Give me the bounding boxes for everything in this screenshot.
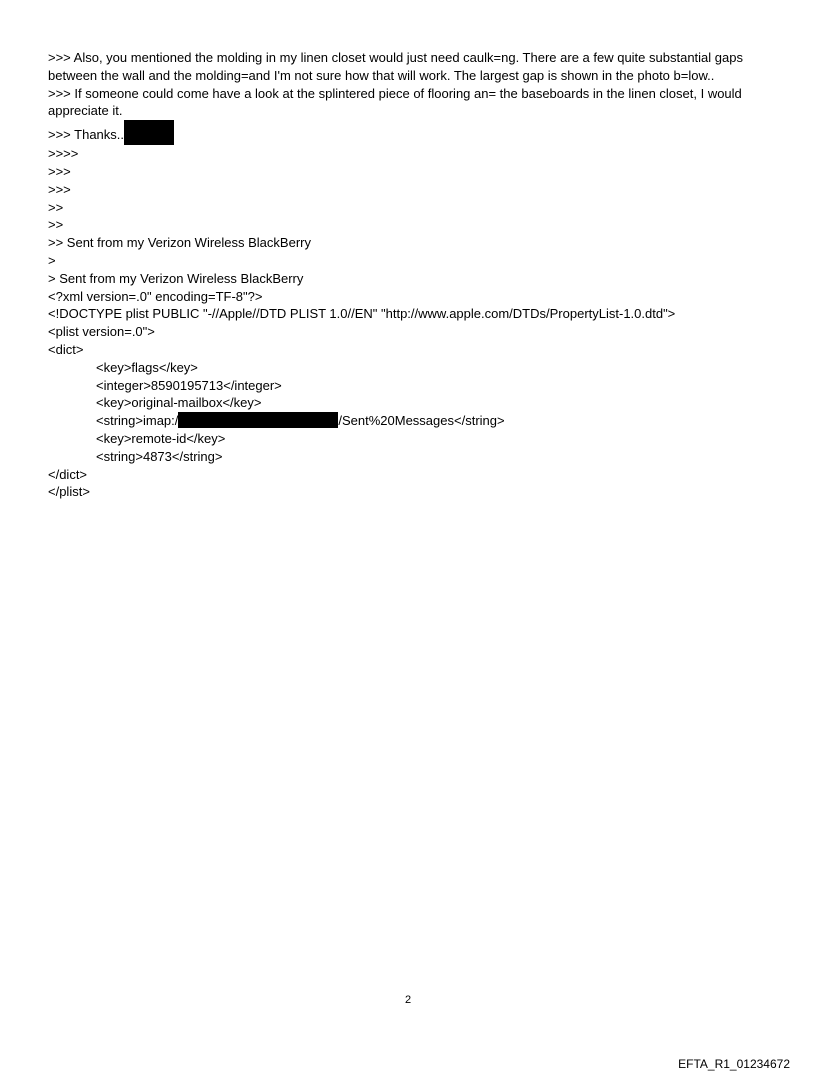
plist-open-tag: <plist version=.0"> bbox=[48, 324, 155, 340]
email-paragraph-flooring: >>> If someone could come have a look at the splintered piece of flooring an= the baseboards in the linen closet, I would appreciate it. bbox=[48, 85, 742, 119]
plist-string-remote-id: <string>4873</string> bbox=[96, 448, 223, 464]
signature-line: > Sent from my Verizon Wireless BlackBerry bbox=[48, 270, 304, 286]
quote-line: >>>> bbox=[48, 146, 79, 162]
quote-line: >> bbox=[48, 217, 64, 233]
quote-line: >>> bbox=[48, 181, 71, 197]
email-paragraph-molding: >>> Also, you mentioned the molding in my linen closet would just need caulk=ng. There are a few quite substantial gaps between the wall and the molding=and I'm not sure how that will work. The largest gap is shown in the photo b=low.. bbox=[48, 50, 743, 83]
quote-line: >> bbox=[48, 199, 64, 215]
mailbox-prefix: <string>imap:/ bbox=[96, 413, 179, 429]
dict-open-tag: <dict> bbox=[48, 341, 84, 357]
plist-integer: <integer>8590195713</integer> bbox=[96, 377, 282, 393]
thanks-text: >>> Thanks.. bbox=[48, 127, 125, 143]
plist-key-mailbox: <key>original-mailbox</key> bbox=[96, 395, 262, 411]
email-thanks-line bbox=[48, 120, 778, 145]
bates-number: EFTA_R1_01234672 bbox=[678, 1057, 790, 1071]
xml-declaration: <?xml version=.0" encoding=TF-8"?> bbox=[48, 288, 263, 304]
document-body bbox=[48, 49, 778, 501]
plist-close-tag: </plist> bbox=[48, 484, 90, 500]
signature-line: >> Sent from my Verizon Wireless BlackBerry bbox=[48, 235, 311, 251]
doctype-line: <!DOCTYPE plist PUBLIC "-//Apple//DTD PLIST 1.0//EN" "http://www.apple.com/DTDs/PropertyList-1.0.dtd"> bbox=[48, 306, 676, 322]
plist-string-mailbox bbox=[48, 412, 778, 430]
plist-key-remote-id: <key>remote-id</key> bbox=[96, 430, 226, 446]
quote-line: >>> bbox=[48, 163, 71, 179]
redaction-block bbox=[124, 120, 174, 145]
redaction-block bbox=[178, 412, 338, 428]
plist-key-flags: <key>flags</key> bbox=[96, 359, 198, 375]
dict-close-tag: </dict> bbox=[48, 466, 88, 482]
page-number: 2 bbox=[404, 994, 412, 1006]
mailbox-suffix: /Sent%20Messages</string> bbox=[338, 413, 505, 429]
quote-line: > bbox=[48, 252, 56, 268]
